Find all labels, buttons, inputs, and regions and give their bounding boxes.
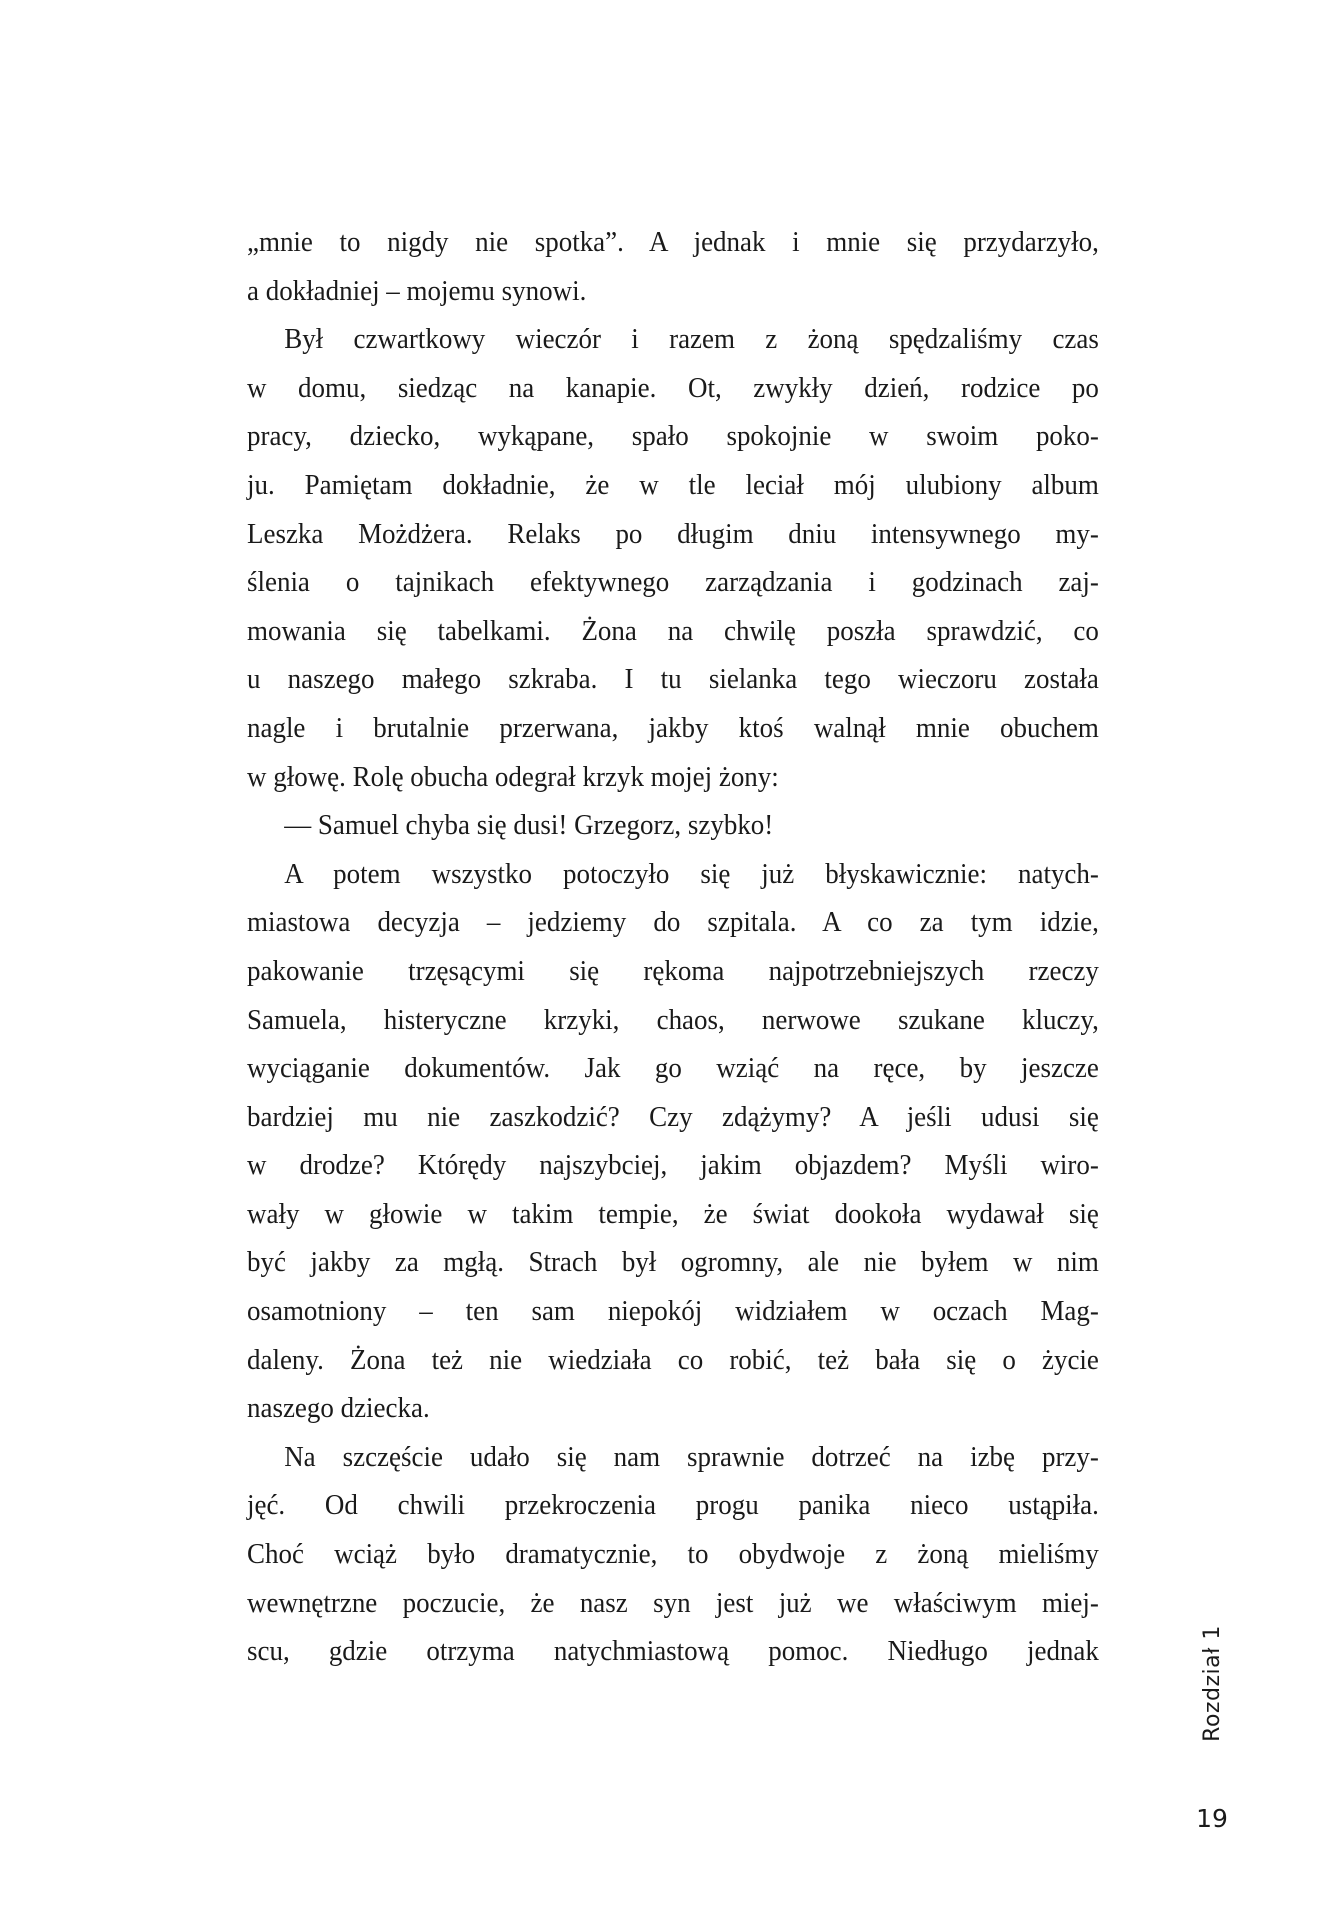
page-number: 19 — [1196, 1804, 1228, 1833]
text-line: bardziej mu nie zaszkodzić? Czy zdążymy? A jeśli udusi się — [247, 1100, 1099, 1133]
text-line: wyciąganie dokumentów. Jak go wziąć na ręce, by jeszcze — [247, 1052, 1099, 1085]
text-line: jęć. Od chwili przekroczenia progu panika nieco ustąpiła. — [247, 1489, 1099, 1522]
text-line: daleny. Żona też nie wiedziała co robić, też bała się o życie — [247, 1343, 1099, 1376]
text-line: Choć wciąż było dramatycznie, to obydwoje z żoną mieliśmy — [247, 1538, 1099, 1571]
text-line: w głowę. Rolę obucha odegrał krzyk mojej żony: — [247, 760, 779, 793]
text-line: Leszka Możdżera. Relaks po długim dniu intensywnego my- — [247, 517, 1099, 550]
body-text — [247, 218, 1099, 1676]
text-line: „mnie to nigdy nie spotka”. A jednak i mnie się przydarzyło, — [247, 226, 1099, 258]
text-line: pakowanie trzęsącymi się rękoma najpotrzebniejszych rzeczy — [247, 954, 1099, 987]
text-line: ślenia o tajnikach efektywnego zarządzania i godzinach zaj- — [247, 566, 1099, 599]
text-line: Samuela, histeryczne krzyki, chaos, nerwowe szukane kluczy, — [247, 1003, 1099, 1036]
text-line: mowania się tabelkami. Żona na chwilę poszła sprawdzić, co — [247, 614, 1099, 647]
text-line: naszego dziecka. — [247, 1392, 430, 1425]
text-line: — Samuel chyba się dusi! Grzegorz, szybko! — [284, 809, 774, 842]
text-line: Na szczęście udało się nam sprawnie dotrzeć na izbę przy- — [284, 1440, 1099, 1473]
text-line: A potem wszystko potoczyło się już błyskawicznie: natych- — [284, 857, 1099, 890]
text-line: miastowa decyzja – jedziemy do szpitala. A co za tym idzie, — [247, 906, 1099, 939]
text-line: Był czwartkowy wieczór i razem z żoną spędzaliśmy czas — [284, 323, 1099, 356]
text-line: u naszego małego szkraba. I tu sielanka tego wieczoru została — [247, 663, 1099, 696]
text-line: w domu, siedząc na kanapie. Ot, zwykły dzień, rodzice po — [247, 371, 1099, 404]
text-line: osamotniony – ten sam niepokój widziałem w oczach Mag- — [247, 1295, 1099, 1328]
text-line: scu, gdzie otrzyma natychmiastową pomoc. Niedługo jednak — [247, 1635, 1099, 1668]
text-line: być jakby za mgłą. Strach był ogromny, ale nie byłem w nim — [247, 1246, 1099, 1279]
text-line: wały w głowie w takim tempie, że świat dookoła wydawał się — [247, 1197, 1099, 1230]
chapter-running-head — [1198, 1620, 1226, 1746]
text-line: w drodze? Którędy najszybciej, jakim objazdem? Myśli wiro- — [247, 1149, 1099, 1182]
chapter-label: Rozdział 1 — [1199, 1624, 1225, 1742]
text-line: wewnętrzne poczucie, że nasz syn jest już we właściwym miej- — [247, 1586, 1099, 1619]
text-line: nagle i brutalnie przerwana, jakby ktoś walnął mnie obuchem — [247, 711, 1099, 744]
text-line: ju. Pamiętam dokładnie, że w tle leciał mój ulubiony album — [247, 468, 1099, 501]
text-line: pracy, dziecko, wykąpane, spało spokojnie w swoim poko- — [247, 420, 1099, 453]
text-line: a dokładniej – mojemu synowi. — [247, 274, 587, 307]
